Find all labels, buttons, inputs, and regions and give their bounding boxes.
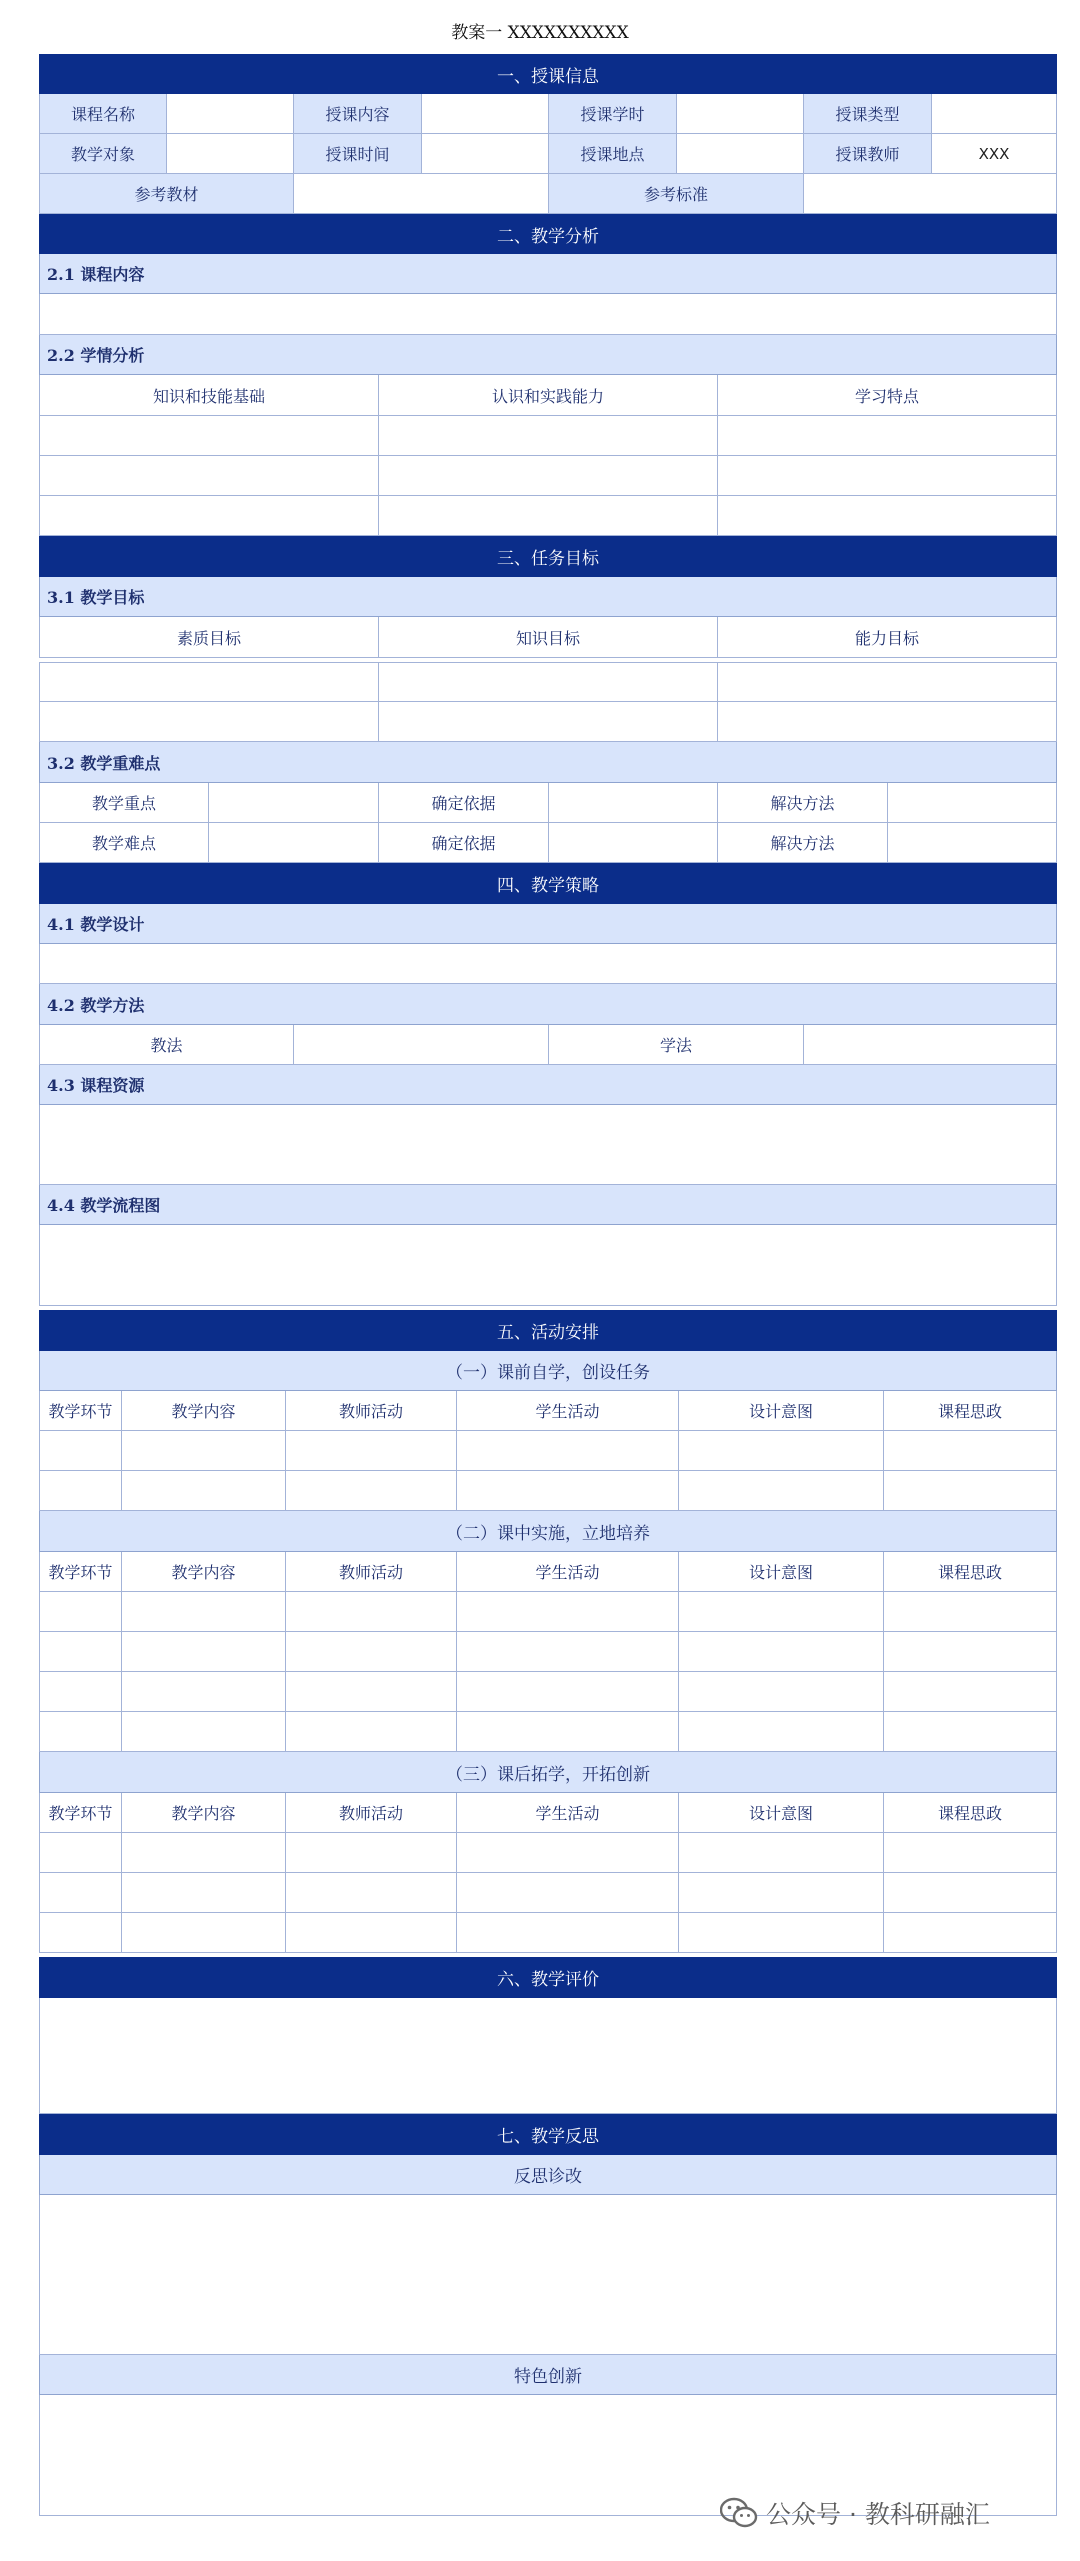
- field-learning-method[interactable]: [804, 1025, 1057, 1065]
- subsection-2-2: 2.2 学情分析: [39, 335, 1057, 375]
- label-location: 授课地点: [549, 134, 677, 174]
- field-standard[interactable]: [804, 174, 1057, 214]
- table-cell[interactable]: [884, 1712, 1057, 1752]
- section-7-header: 七、教学反思: [39, 2114, 1057, 2155]
- table-cell[interactable]: [718, 416, 1057, 456]
- table-cell[interactable]: [286, 1471, 457, 1511]
- field-audience[interactable]: [167, 134, 294, 174]
- table-cell[interactable]: [718, 702, 1057, 742]
- col-stage: 教学环节: [39, 1793, 122, 1833]
- table-cell[interactable]: [718, 496, 1057, 536]
- reflection-subheader: 反思诊改: [39, 2155, 1057, 2195]
- section-3-header: 三、任务目标: [39, 536, 1057, 577]
- table-cell[interactable]: [39, 1471, 122, 1511]
- col-quality-goal: 素质目标: [39, 617, 379, 658]
- col-content: 教学内容: [122, 1552, 286, 1592]
- table-cell[interactable]: [39, 496, 379, 536]
- table-row: [39, 1833, 1057, 1873]
- table-cell[interactable]: [39, 416, 379, 456]
- table-cell[interactable]: [39, 663, 379, 702]
- reflection-area[interactable]: [39, 2195, 1057, 2355]
- field-basis[interactable]: [549, 783, 718, 823]
- field-solution[interactable]: [888, 783, 1057, 823]
- table-cell[interactable]: [379, 456, 718, 496]
- table-cell[interactable]: [122, 1873, 286, 1913]
- table-row: [39, 496, 1057, 536]
- label-teaching-time: 授课时间: [294, 134, 422, 174]
- info-row-3: [39, 174, 1057, 214]
- table-cell[interactable]: [122, 1672, 286, 1712]
- col-student-activity: 学生活动: [457, 1391, 679, 1431]
- section-5-header: 五、活动安排: [39, 1310, 1057, 1351]
- col-ideology: 课程思政: [884, 1793, 1057, 1833]
- watermark: [720, 2493, 1040, 2533]
- info-row-1: [39, 94, 1057, 134]
- subsection-4-3: 4.3 课程资源: [39, 1065, 1057, 1105]
- label-key-point: 教学重点: [39, 783, 209, 823]
- table-cell[interactable]: [679, 1873, 884, 1913]
- table-cell[interactable]: [457, 1672, 679, 1712]
- table-cell[interactable]: [286, 1632, 457, 1672]
- table-cell[interactable]: [39, 1712, 122, 1752]
- methods-row: [39, 1025, 1057, 1065]
- col-design-intent: 设计意图: [679, 1391, 884, 1431]
- objectives-header-row: [39, 617, 1057, 658]
- col-ability-goal: 能力目标: [718, 617, 1057, 658]
- table-cell[interactable]: [122, 1712, 286, 1752]
- label-solution: 解决方法: [718, 783, 888, 823]
- table-cell[interactable]: [884, 1632, 1057, 1672]
- field-teaching-time[interactable]: [422, 134, 549, 174]
- table-row: [39, 1471, 1057, 1511]
- table-cell[interactable]: [457, 1712, 679, 1752]
- table-cell[interactable]: [679, 1431, 884, 1471]
- field-textbook[interactable]: [294, 174, 549, 214]
- field-teaching-content[interactable]: [422, 94, 549, 134]
- activity-header-row: [39, 1793, 1057, 1833]
- col-stage: 教学环节: [39, 1391, 122, 1431]
- course-resources-area[interactable]: [39, 1105, 1057, 1185]
- table-row: [39, 416, 1057, 456]
- table-cell[interactable]: [122, 1632, 286, 1672]
- section-2-header: 二、教学分析: [39, 214, 1057, 254]
- label-basis: 确定依据: [379, 823, 549, 863]
- table-cell[interactable]: [122, 1913, 286, 1953]
- col-knowledge-skills: 知识和技能基础: [39, 375, 379, 416]
- table-row: [39, 1873, 1057, 1913]
- table-cell[interactable]: [122, 1592, 286, 1632]
- col-student-activity: 学生活动: [457, 1552, 679, 1592]
- table-cell[interactable]: [718, 663, 1057, 702]
- table-cell[interactable]: [122, 1471, 286, 1511]
- table-cell[interactable]: [379, 702, 718, 742]
- table-cell[interactable]: [122, 1833, 286, 1873]
- table-cell[interactable]: [457, 1431, 679, 1471]
- table-row: [39, 662, 1057, 702]
- table-cell[interactable]: [679, 1632, 884, 1672]
- table-cell[interactable]: [39, 702, 379, 742]
- table-cell[interactable]: [679, 1833, 884, 1873]
- table-cell[interactable]: [457, 1913, 679, 1953]
- section-6-header: 六、教学评价: [39, 1957, 1057, 1998]
- label-audience: 教学对象: [39, 134, 167, 174]
- course-content-area[interactable]: [39, 294, 1057, 335]
- table-cell[interactable]: [884, 1833, 1057, 1873]
- col-ideology: 课程思政: [884, 1552, 1057, 1592]
- col-design-intent: 设计意图: [679, 1552, 884, 1592]
- label-standard: 参考标准: [549, 174, 804, 214]
- section-1-header: 一、授课信息: [39, 54, 1057, 94]
- col-knowledge-goal: 知识目标: [379, 617, 718, 658]
- table-cell[interactable]: [39, 1672, 122, 1712]
- table-cell[interactable]: [286, 1913, 457, 1953]
- label-teaching-method: 教法: [39, 1025, 294, 1065]
- label-difficult-point: 教学难点: [39, 823, 209, 863]
- table-cell[interactable]: [286, 1672, 457, 1712]
- table-cell[interactable]: [286, 1833, 457, 1873]
- label-class-hours: 授课学时: [549, 94, 677, 134]
- table-cell[interactable]: [457, 1632, 679, 1672]
- col-design-intent: 设计意图: [679, 1793, 884, 1833]
- table-row: [39, 1592, 1057, 1632]
- label-textbook: 参考教材: [39, 174, 294, 214]
- table-cell[interactable]: [679, 1592, 884, 1632]
- document-title: 教案一 XXXXXXXXXX: [451, 23, 629, 43]
- col-content: 教学内容: [122, 1391, 286, 1431]
- field-class-hours[interactable]: [677, 94, 804, 134]
- table-cell[interactable]: [122, 1431, 286, 1471]
- field-location[interactable]: [677, 134, 804, 174]
- label-course-name: 课程名称: [39, 94, 167, 134]
- table-cell[interactable]: [286, 1592, 457, 1632]
- wechat-icon: [720, 2497, 758, 2529]
- table-cell[interactable]: [457, 1471, 679, 1511]
- table-row: [39, 1672, 1057, 1712]
- col-stage: 教学环节: [39, 1552, 122, 1592]
- col-student-activity: 学生活动: [457, 1793, 679, 1833]
- table-cell[interactable]: [457, 1873, 679, 1913]
- subsection-3-1: 3.1 教学目标: [39, 577, 1057, 617]
- subsection-4-1: 4.1 教学设计: [39, 904, 1057, 944]
- watermark-text: 公众号 · 教科研融汇: [766, 2500, 990, 2529]
- field-course-name[interactable]: [167, 94, 294, 134]
- table-cell[interactable]: [679, 1471, 884, 1511]
- label-teacher: 授课教师: [804, 134, 932, 174]
- innovation-subheader: 特色创新: [39, 2355, 1057, 2395]
- col-teacher-activity: 教师活动: [286, 1793, 457, 1833]
- subsection-3-2: 3.2 教学重难点: [39, 742, 1057, 783]
- table-row: [39, 1913, 1057, 1953]
- col-cognition-practice: 认识和实践能力: [379, 375, 718, 416]
- teaching-design-area[interactable]: [39, 944, 1057, 984]
- table-cell[interactable]: [39, 1833, 122, 1873]
- table-row: [39, 702, 1057, 742]
- label-class-type: 授课类型: [804, 94, 932, 134]
- evaluation-area[interactable]: [39, 1998, 1057, 2114]
- field-class-type[interactable]: [932, 94, 1057, 134]
- table-cell[interactable]: [457, 1833, 679, 1873]
- difficult-points-row: [39, 823, 1057, 863]
- table-cell[interactable]: [39, 1632, 122, 1672]
- field-difficult-point[interactable]: [209, 823, 379, 863]
- table-cell[interactable]: [884, 1672, 1057, 1712]
- table-cell[interactable]: [379, 416, 718, 456]
- subsection-4-4: 4.4 教学流程图: [39, 1185, 1057, 1225]
- col-learning-traits: 学习特点: [718, 375, 1057, 416]
- table-cell[interactable]: [884, 1471, 1057, 1511]
- table-row: [39, 456, 1057, 496]
- label-teaching-content: 授课内容: [294, 94, 422, 134]
- table-cell[interactable]: [39, 1592, 122, 1632]
- table-cell[interactable]: [379, 663, 718, 702]
- table-cell[interactable]: [457, 1592, 679, 1632]
- key-points-row: [39, 783, 1057, 823]
- col-teacher-activity: 教师活动: [286, 1391, 457, 1431]
- table-cell[interactable]: [679, 1712, 884, 1752]
- field-teacher[interactable]: XXX: [932, 134, 1057, 174]
- col-content: 教学内容: [122, 1793, 286, 1833]
- activity-header-row: [39, 1552, 1057, 1592]
- section-4-header: 四、教学策略: [39, 863, 1057, 904]
- table-cell[interactable]: [286, 1873, 457, 1913]
- label-solution: 解决方法: [718, 823, 888, 863]
- table-cell[interactable]: [39, 1873, 122, 1913]
- table-cell[interactable]: [884, 1913, 1057, 1953]
- table-cell[interactable]: [884, 1592, 1057, 1632]
- table-row: [39, 1632, 1057, 1672]
- table-cell[interactable]: [884, 1431, 1057, 1471]
- activity-header-row: [39, 1391, 1057, 1431]
- field-basis[interactable]: [549, 823, 718, 863]
- table-cell[interactable]: [39, 1913, 122, 1953]
- table-cell[interactable]: [286, 1431, 457, 1471]
- table-cell[interactable]: [379, 496, 718, 536]
- field-teaching-method[interactable]: [294, 1025, 549, 1065]
- subsection-4-2: 4.2 教学方法: [39, 984, 1057, 1025]
- col-ideology: 课程思政: [884, 1391, 1057, 1431]
- col-teacher-activity: 教师活动: [286, 1552, 457, 1592]
- label-learning-method: 学法: [549, 1025, 804, 1065]
- table-cell[interactable]: [39, 456, 379, 496]
- label-basis: 确定依据: [379, 783, 549, 823]
- phase-3-header: （三）课后拓学，开拓创新: [39, 1752, 1057, 1793]
- table-row: [39, 1712, 1057, 1752]
- subsection-2-1: 2.1 课程内容: [39, 254, 1057, 294]
- phase-2-header: （二）课中实施，立地培养: [39, 1511, 1057, 1552]
- phase-1-header: （一）课前自学，创设任务: [39, 1351, 1057, 1391]
- info-row-2: [39, 134, 1057, 174]
- learner-analysis-header-row: [39, 375, 1057, 416]
- table-cell[interactable]: [679, 1672, 884, 1712]
- lesson-plan-sheet: [39, 54, 1057, 2516]
- table-cell[interactable]: [679, 1913, 884, 1953]
- table-cell[interactable]: [39, 1431, 122, 1471]
- table-row: [39, 1431, 1057, 1471]
- flowchart-area[interactable]: [39, 1225, 1057, 1306]
- field-solution[interactable]: [888, 823, 1057, 863]
- table-cell[interactable]: [286, 1712, 457, 1752]
- table-cell[interactable]: [718, 456, 1057, 496]
- table-cell[interactable]: [884, 1873, 1057, 1913]
- field-key-point[interactable]: [209, 783, 379, 823]
